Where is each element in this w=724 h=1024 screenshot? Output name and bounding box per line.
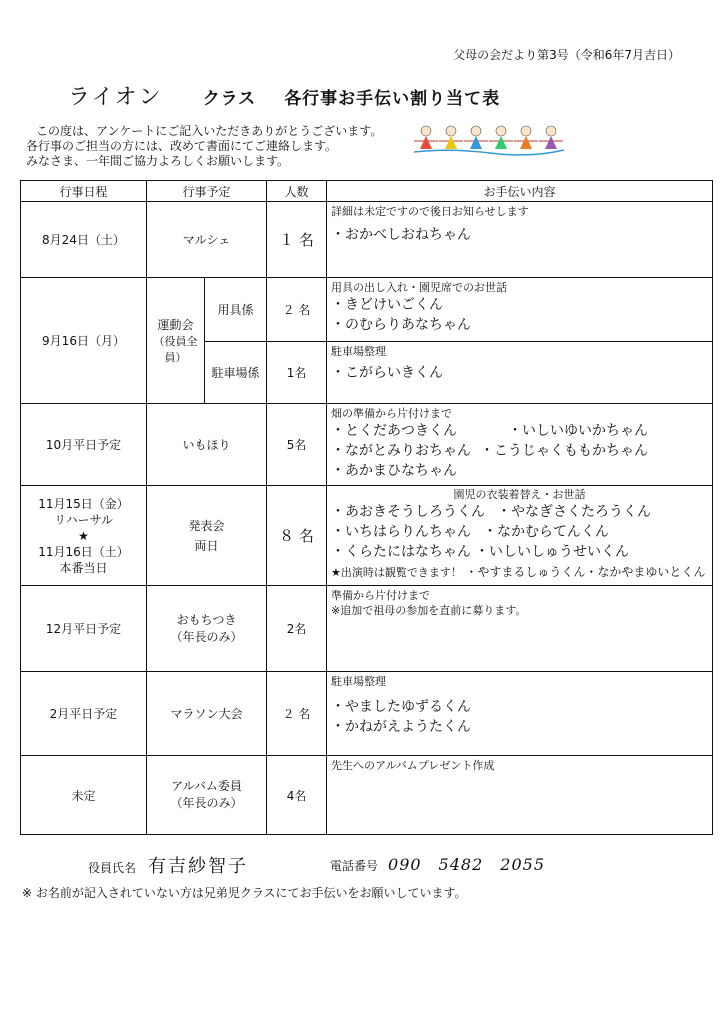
row-details xyxy=(327,586,713,672)
event-sub: （年長のみ） xyxy=(170,629,243,644)
helper-name: ・やなぎさくたろうくん xyxy=(497,504,652,520)
row-date: 未定 xyxy=(21,756,147,835)
row-count: 2名 xyxy=(267,586,327,672)
row-note: 園児の衣装着替え・お世話 xyxy=(453,488,586,501)
phone-label: 電話番号 xyxy=(330,859,379,873)
helper-name: ・くらたにはなちゃん xyxy=(331,544,472,560)
header-count: 人数 xyxy=(267,181,327,202)
event-name: おもちつき xyxy=(176,612,237,627)
row-details xyxy=(327,672,713,756)
row-count: ８ 名 xyxy=(267,486,327,586)
helper-name: ・のむらりあなちゃん xyxy=(331,317,472,333)
row-details xyxy=(327,342,713,404)
helper-name: ・いしいしゅうせいくん xyxy=(475,544,630,560)
row-details xyxy=(327,486,713,586)
date-line: 11月15日（金） xyxy=(38,496,129,511)
helper-name: ・いちはらりんちゃん xyxy=(331,524,472,540)
header-content: お手伝い内容 xyxy=(327,181,713,202)
row-details xyxy=(327,278,713,342)
event-sub: （役員全員） xyxy=(153,335,198,364)
row-event xyxy=(147,278,205,404)
event-name: 発表会 xyxy=(188,518,225,533)
row-date: 9月16日（月） xyxy=(21,278,147,404)
newsletter-issue: 父母の会だより第3号（令和6年7月吉日） xyxy=(453,48,680,62)
table-row xyxy=(21,202,713,278)
schedule-table xyxy=(20,180,713,835)
title-main-text: 各行事お手伝い割り当て表 xyxy=(284,89,501,109)
helper-name: ・やましたゆずるくん xyxy=(331,699,472,715)
header-date: 行事日程 xyxy=(21,181,147,202)
helper-name: ・あかまひなちゃん xyxy=(331,463,458,479)
officer-name: 有吉紗智子 xyxy=(148,856,249,877)
row-details xyxy=(327,202,713,278)
row-note: 先生へのアルバムプレゼント作成 xyxy=(331,759,495,772)
intro-line: 各行事のご担当の方には、改めて書面にてご連絡します。 xyxy=(26,139,338,153)
row-count: 1名 xyxy=(267,342,327,404)
intro-line: みなさま、一年間ご協力よろしくお願いします。 xyxy=(26,154,290,168)
title-class-label: クラス xyxy=(202,89,257,109)
officer-info xyxy=(88,852,248,878)
row-note: 駐車場整理 xyxy=(331,675,387,688)
row-event xyxy=(147,586,267,672)
helper-name: ・かねがえようたくん xyxy=(331,719,472,735)
officer-label: 役員氏名 xyxy=(88,861,137,875)
table-row xyxy=(21,486,713,586)
row-note: 畑の準備から片付けまで xyxy=(331,407,453,420)
phone-info xyxy=(330,852,545,875)
row-role: 駐車場係 xyxy=(205,342,267,404)
event-name: アルバム委員 xyxy=(171,779,242,793)
star-note: ★出演時は観覧できます！ xyxy=(331,566,462,579)
table-header-row xyxy=(21,181,713,202)
row-date: 2月平日予定 xyxy=(21,672,147,756)
phone-number: 090 5482 2055 xyxy=(388,855,545,874)
helper-name: ・おかべしおねちゃん xyxy=(331,227,472,243)
footnote: ※ お名前が記入されていない方は兄弟児クラスにてお手伝いをお願いしています。 xyxy=(22,886,467,900)
row-details xyxy=(327,404,713,486)
row-note: 駐車場整理 xyxy=(331,345,387,358)
date-line: 本番当日 xyxy=(59,560,108,575)
row-count: 4名 xyxy=(267,756,327,835)
date-line: 11月16日（土） xyxy=(38,544,129,559)
row-note: ※追加で祖母の参加を直前に募ります。 xyxy=(331,604,527,617)
event-sub: （年長のみ） xyxy=(170,796,243,810)
helper-name: ・あおきそうしろうくん xyxy=(331,504,486,520)
helper-name: ・こがらいきくん xyxy=(331,365,444,381)
event-name: 運動会 xyxy=(157,318,194,332)
row-details xyxy=(327,756,713,835)
row-note: 詳細は未定ですので後日お知らせします xyxy=(331,205,529,218)
date-line: ★ xyxy=(78,528,89,543)
table-row xyxy=(21,586,713,672)
document-title xyxy=(68,80,500,111)
row-count: ２ 名 xyxy=(267,278,327,342)
table-row xyxy=(21,278,713,342)
row-count: ２ 名 xyxy=(267,672,327,756)
helper-name: ・ながとみりおちゃん xyxy=(331,443,472,459)
table-row xyxy=(21,756,713,835)
row-date xyxy=(21,486,147,586)
table-row xyxy=(21,404,713,486)
row-count: 5名 xyxy=(267,404,327,486)
date-line: リハーサル xyxy=(53,512,114,527)
row-role: 用具係 xyxy=(205,278,267,342)
row-event xyxy=(147,486,267,586)
row-note: 準備から片付けまで xyxy=(331,589,431,602)
class-name: ライオン xyxy=(68,85,163,110)
helper-name: ・きどけいごくん xyxy=(331,297,444,313)
row-event: いもほり xyxy=(147,404,267,486)
row-date: 12月平日予定 xyxy=(21,586,147,672)
row-note: 用具の出し入れ・園児席でのお世話 xyxy=(331,281,508,294)
row-date: 10月平日予定 xyxy=(21,404,147,486)
helper-name: ・いしいゆいかちゃん xyxy=(508,423,649,439)
table-row xyxy=(21,672,713,756)
row-event: マルシェ xyxy=(147,202,267,278)
row-event: マラソン大会 xyxy=(147,672,267,756)
row-count: １ 名 xyxy=(267,202,327,278)
helper-name: ・とくだあつきくん xyxy=(331,423,458,439)
header-event: 行事予定 xyxy=(147,181,267,202)
helper-name: ・やすまるしゅうくん・なかやまゆいとくん xyxy=(465,565,706,579)
helper-name: ・なかむらてんくん xyxy=(483,524,609,540)
intro-text xyxy=(26,124,382,169)
intro-line: この度は、アンケートにご記入いただきありがとうございます。 xyxy=(36,124,383,138)
row-event xyxy=(147,756,267,835)
row-date: 8月24日（土） xyxy=(21,202,147,278)
event-sub: 両日 xyxy=(194,538,219,553)
helper-name: ・こうじゃくももかちゃん xyxy=(480,443,649,459)
children-illustration-icon xyxy=(410,122,568,162)
